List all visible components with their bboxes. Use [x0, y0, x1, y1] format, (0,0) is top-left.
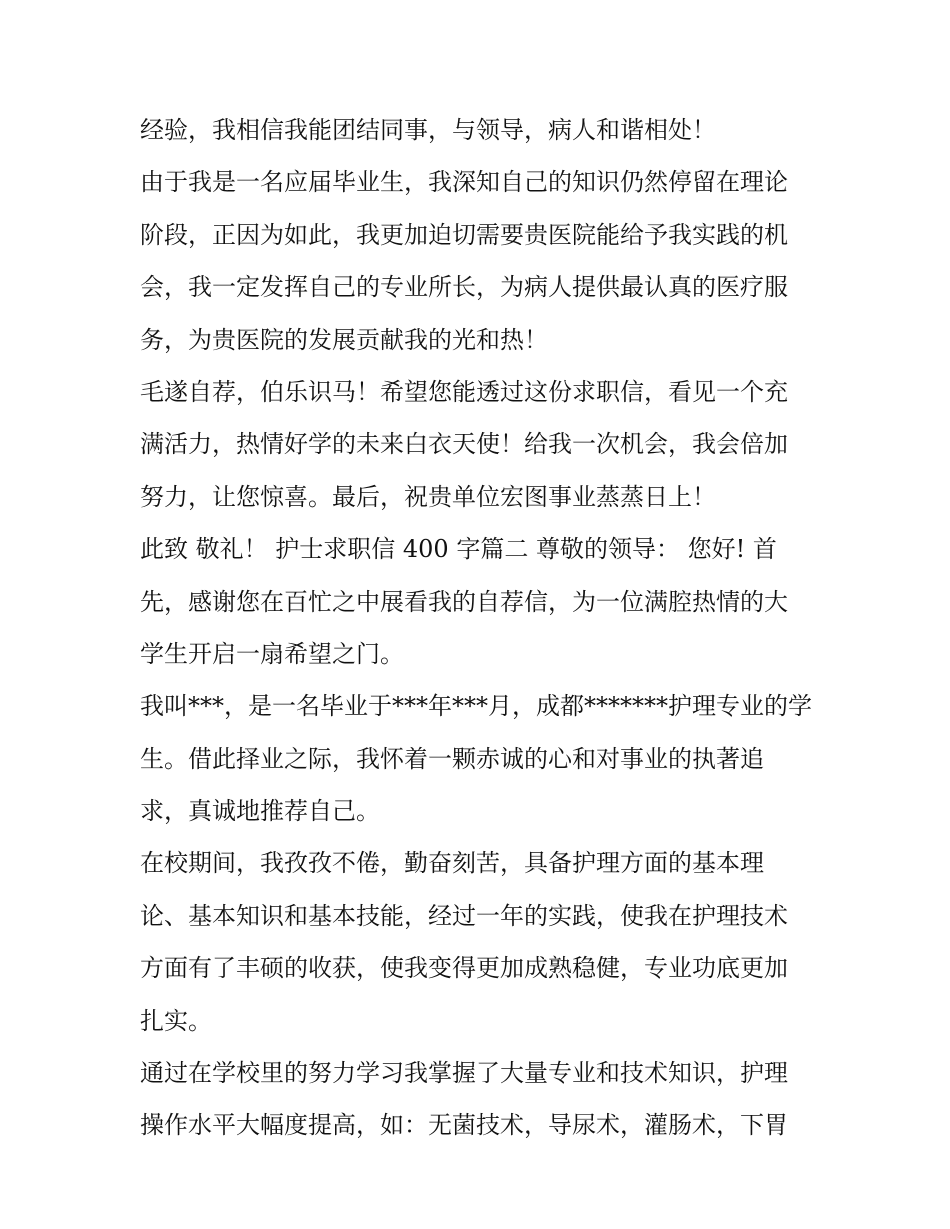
text-line: 生。借此择业之际，我怀着一颗赤诚的心和对事业的执著追 — [140, 744, 764, 773]
text-line: 务，为贵医院的发展贡献我的光和热！ — [140, 325, 548, 354]
text-line: 通过在学校里的努力学习我掌握了大量专业和技术知识，护理 — [140, 1059, 788, 1088]
text-line: 学生开启一扇希望之门。 — [140, 639, 404, 668]
text-line: 扎实。 — [140, 1006, 212, 1035]
document-body — [140, 104, 830, 1152]
text-line: 此致 敬礼！ 护士求职信 400 字篇二 尊敬的领导： 您好! 首 — [140, 535, 777, 564]
text-line: 我叫***，是一名毕业于***年***月，成都*******护理专业的学 — [140, 692, 812, 721]
text-line: 由于我是一名应届毕业生，我深知自己的知识仍然停留在理论 — [140, 168, 788, 197]
text-line: 先，感谢您在百忙之中展看我的自荐信，为一位满腔热情的大 — [140, 587, 788, 616]
text-line: 阶段，正因为如此，我更加迫切需要贵医院能给予我实践的机 — [140, 220, 788, 249]
text-line: 求，真诚地推荐自己。 — [140, 797, 380, 826]
text-line: 会，我一定发挥自己的专业所长，为病人提供最认真的医疗服 — [140, 273, 788, 302]
text-line: 努力，让您惊喜。最后，祝贵单位宏图事业蒸蒸日上！ — [140, 482, 716, 511]
text-line: 毛遂自荐，伯乐识马！希望您能透过这份求职信，看见一个充 — [140, 377, 788, 406]
text-line: 在校期间，我孜孜不倦，勤奋刻苦，具备护理方面的基本理 — [140, 849, 764, 878]
text-line: 经验，我相信我能团结同事，与领导，病人和谐相处！ — [140, 116, 716, 144]
text-line: 方面有了丰硕的收获，使我变得更加成熟稳健，专业功底更加 — [140, 954, 788, 983]
text-line: 满活力，热情好学的未来白衣天使！给我一次机会，我会倍加 — [140, 430, 788, 459]
text-line: 操作水平大幅度提高，如：无菌技术，导尿术，灌肠术，下胃 — [140, 1111, 788, 1140]
text-line: 论、基本知识和基本技能，经过一年的实践，使我在护理技术 — [140, 901, 788, 930]
